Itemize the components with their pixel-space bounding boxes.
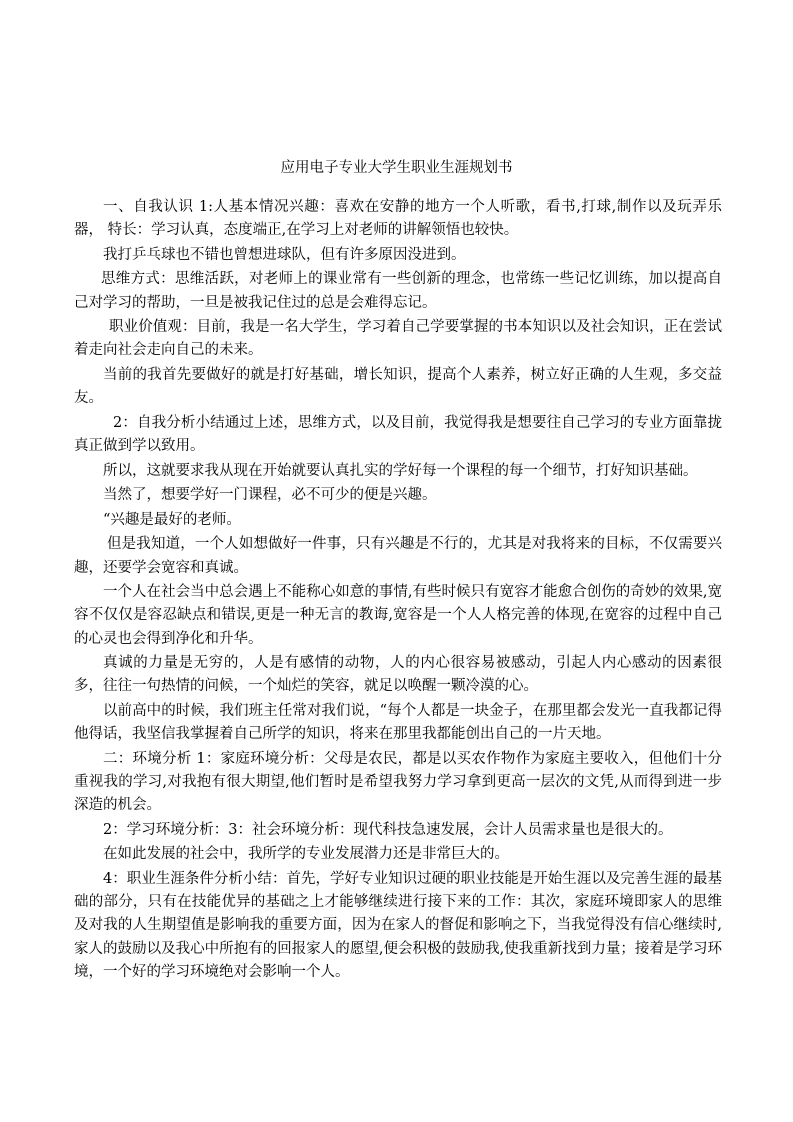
paragraph-quote: “兴趣是最好的老师。 — [103, 511, 241, 528]
paragraph-self-awareness: 一、自我认识 1:人基本情况兴趣：喜欢在安静的地方一个人听歌，看书,打球,制作以及玩弄乐器， 特长：学习认真，态度端正,在学习上对老师的讲解领悟也较快。 — [74, 199, 722, 239]
paragraph-career-values: 职业价值观：目前，我是一名大学生，学习着自己学要掌握的书本知识以及社会知识，正在尝试着走向社会走向自己的未来。 — [74, 319, 722, 359]
paragraph-conditions-summary: 4：职业生涯条件分析小结：首先，学好专业知识过硬的职业技能是开始生涯以及完善生涯的最基础的部分，只有在技能优异的基础之上才能够继续进行接下来的工作：其次，家庭环境即家人的思维及对我的人生期望值是影响我的重要方面，因为在家人的督促和影响之下，当我觉得没有信心继续时,家人的鼓励以及我心中所抱有的回报家人的愿望,便会积极的鼓励我,使我重新找到力量；接着是学习环境，一个好的学习环境绝对会影响一个人。 — [74, 870, 722, 980]
document-title: 应用电子专业大学生职业生涯规划书 — [280, 160, 513, 176]
paragraph-requirements: 所以，这就要求我从现在开始就要认真扎实的学好每一个课程的每一个细节，打好知识基础。 — [103, 462, 698, 479]
paragraph-social-environment: 2：学习环境分析：3：社会环境分析：现代科技急速发展，会计人员需求量也是很大的。 — [103, 821, 673, 838]
paragraph-current-focus: 当前的我首先要做好的就是打好基础，增长知识，提高个人素养，树立好正确的人生观，多交益友。 — [74, 366, 722, 407]
paragraph-tolerance-sincerity: 但是我知道，一个人如想做好一件事，只有兴趣是不行的，尤其是对我将来的目标，不仅需要兴趣，还要学会宽容和真诚。 — [74, 536, 722, 576]
paragraph-sincerity: 真诚的力量是无穷的，人是有感情的动物，人的内心很容易被感动，引起人内心感动的因素很多，往往一句热情的问候，一个灿烂的笑容，就足以唤醒一颗冷漠的心。 — [74, 655, 722, 695]
paragraph-development-potential: 在如此发展的社会中，我所学的专业发展潜力还是非常巨大的。 — [103, 846, 509, 863]
paragraph-self-analysis-summary: 2：自我分析小结通过上述，思维方式，以及目前，我觉得我是想要往自己学习的专业方面靠拢真正做到学以致用。 — [74, 414, 722, 454]
paragraph-high-school: 以前高中的时候，我们班主任常对我们说，“每个人都是一块金子，在那里都会发光一直我都记得他得话，我坚信我掌握着自己所学的知识，将来在那里我都能创出自己的一片天地。 — [74, 702, 722, 743]
paragraph-interest: 当然了，想要学好一门课程，必不可少的便是兴趣。 — [103, 487, 437, 504]
paragraph-table-tennis: 我打乒乓球也不错也曾想进球队，但有许多原因没进到。 — [103, 246, 466, 263]
paragraph-tolerance: 一个人在社会当中总会遇上不能称心如意的事情,有些时候只有宽容才能愈合创伤的奇妙的效果,宽容不仅仅是容忍缺点和错误,更是一种无言的教诲,宽容是一个人人格完善的体现,在宽容的过程中自己的心灵也会得到净化和升华。 — [74, 584, 722, 647]
paragraph-environment-analysis: 二：环境分析 1：家庭环境分析：父母是农民，都是以买农作物作为家庭主要收入，但他们十分重视我的学习,对我抱有很大期望,他们暂时是希望我努力学习拿到更高一层次的文凭,从而得到进一步深造的机会。 — [74, 750, 722, 814]
document-body — [74, 196, 722, 985]
paragraph-thinking-style: 思维方式：思维活跃，对老师上的课业常有一些创新的理念，也常练一些记忆训练，加以提高自己对学习的帮助，一旦是被我记住过的总是会难得忘记。 — [74, 271, 722, 311]
